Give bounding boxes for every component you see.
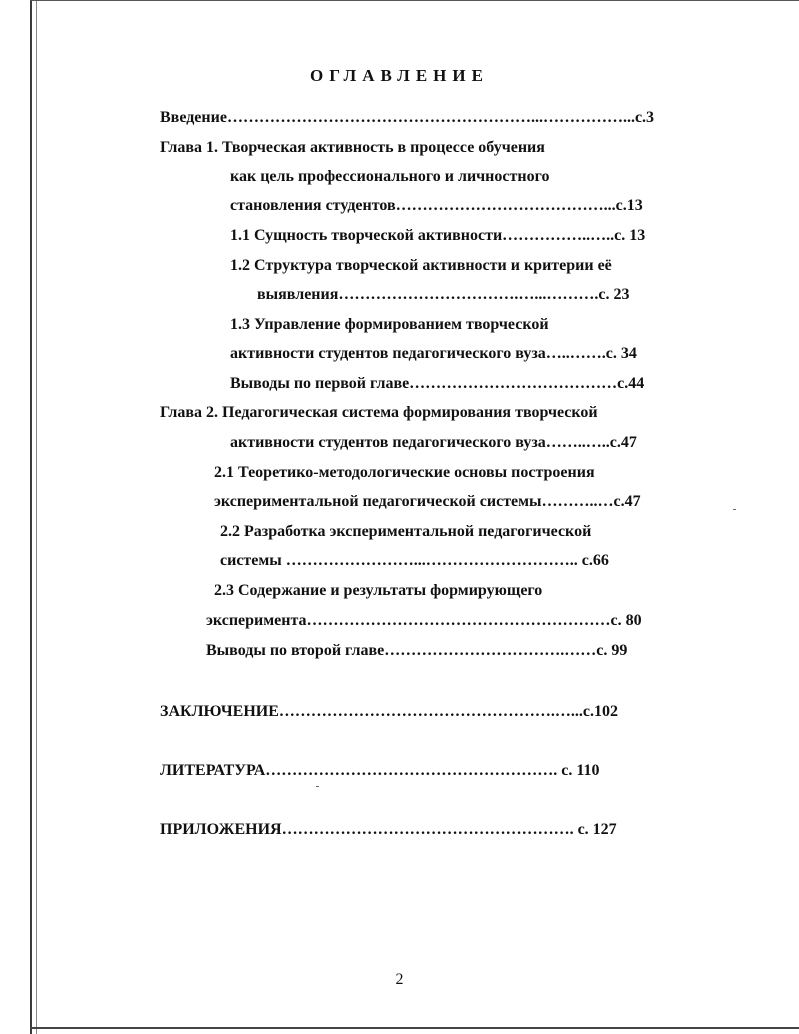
toc-entry-2-2-line2: системы ……………………...……………………….. с.66	[220, 552, 609, 569]
toc-entry-literature: ЛИТЕРАТУРА………………………………………………. с. 110	[160, 762, 600, 779]
toc-title: ОГЛАВЛЕНИЕ	[310, 66, 489, 85]
toc-entry-appendices: ПРИЛОЖЕНИЯ………………………………………………. с. 127	[160, 821, 617, 838]
scan-edge-top	[30, 0, 799, 1]
toc-entry-2-3-line1: 2.3 Содержание и результаты формирующего	[214, 582, 543, 599]
toc-entry-1-3-line1: 1.3 Управление формированием творческой	[230, 316, 549, 333]
toc-entry-chapter1-line2: как цель профессионального и личностного	[230, 168, 550, 185]
scan-edge-bottom	[30, 1027, 799, 1029]
scan-speck	[733, 509, 736, 510]
toc-entry-2-1-line1: 2.1 Теоретико-методологические основы построения	[214, 464, 595, 481]
toc-entry-chapter2-line2: активности студентов педагогического вуза……..…..с.47	[230, 434, 637, 451]
toc-entry-1-3-line2: активности студентов педагогического вуза…..…….с. 34	[230, 345, 637, 362]
toc-entry-chapter1-line3: становления студентов…………………………………...с.13	[230, 197, 643, 214]
toc-entry-chapter1-conclusions: Выводы по первой главе…………………………………с.44	[230, 375, 645, 392]
scan-speck	[316, 786, 319, 787]
toc-entry-2-2-line1: 2.2 Разработка экспериментальной педагогической	[220, 523, 592, 540]
toc-entry-chapter2-conclusions: Выводы по второй главе…………………………….……с. 99	[206, 642, 628, 659]
toc-entry-1-2-line2: выявления…………………………….…...……….с. 23	[257, 286, 630, 303]
page-number: 2	[395, 971, 404, 988]
toc-entry-2-3-line2: эксперимента…………………………………………………с. 80	[206, 612, 642, 629]
toc-entry-chapter2-line1: Глава 2. Педагогическая система формирования творческой	[160, 404, 598, 421]
scan-edge-left-inner	[36, 0, 37, 1034]
toc-entry-intro: Введение…………………………………………………...……………...с.3	[160, 109, 655, 126]
toc-entry-1-1: 1.1 Сущность творческой активности……………..…..с. 13	[230, 227, 646, 244]
toc-entry-conclusion: ЗАКЛЮЧЕНИЕ…………………………………………….…...с.102	[160, 703, 619, 720]
toc-entry-chapter1-line1: Глава 1. Творческая активность в процессе обучения	[160, 139, 545, 156]
toc-entry-2-1-line2: экспериментальной педагогической системы………..…с.47	[214, 493, 641, 510]
scan-edge-left	[30, 0, 32, 1034]
toc-entry-1-2-line1: 1.2 Структура творческой активности и критерии её	[230, 257, 612, 274]
